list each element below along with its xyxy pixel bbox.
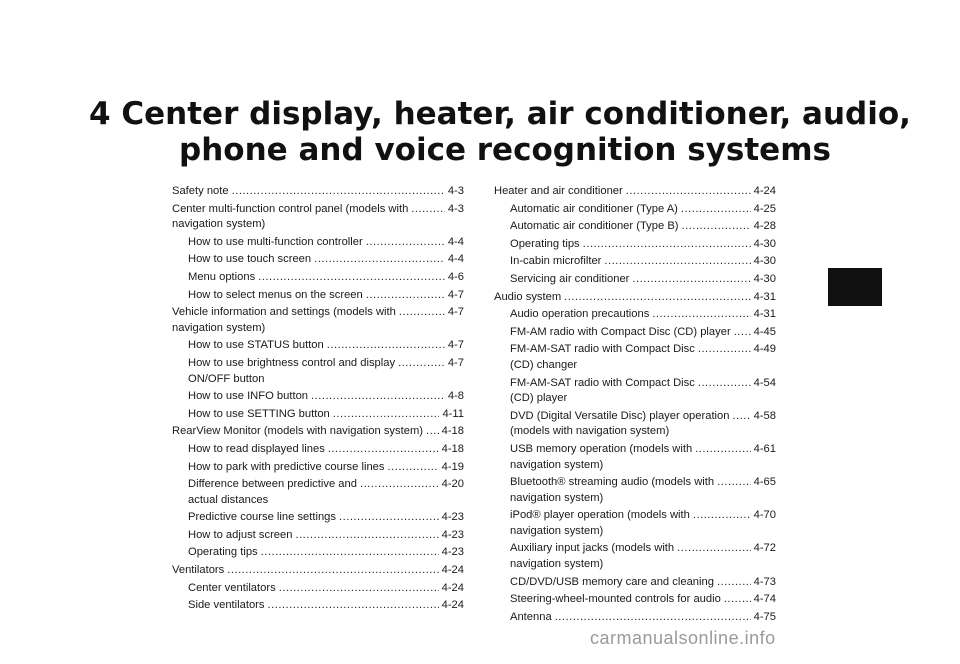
toc-left-column — [172, 184, 464, 616]
toc-entry-title: Antenna — [510, 610, 552, 623]
dot-leader — [232, 184, 445, 200]
toc-entry-title: FM-AM radio with Compact Disc (CD) player — [510, 325, 731, 338]
toc-entry-title: Center ventilators — [188, 581, 276, 594]
toc-entry-title: Ventilators — [172, 564, 225, 577]
toc-entry-page: 4-23 — [441, 511, 464, 524]
toc-entry-title: Operating tips — [188, 546, 258, 559]
toc-entry-page: 4-4 — [447, 235, 464, 248]
toc-entry-page: 4-75 — [753, 610, 776, 623]
toc-entry-title: Difference between predictive and actual distances — [188, 478, 357, 506]
dot-leader — [311, 389, 445, 405]
dot-leader — [717, 575, 751, 591]
toc-entry-page: 4-58 — [753, 409, 776, 422]
toc-entry[interactable] — [494, 475, 776, 506]
toc-entry-page: 4-11 — [442, 407, 464, 420]
toc-entry[interactable] — [494, 592, 776, 608]
toc-entry-title: USB memory operation (models with navigation system) — [510, 442, 693, 471]
toc-entry-page: 4-23 — [441, 528, 464, 541]
toc-entry-title: FM-AM-SAT radio with Compact Disc (CD) changer — [510, 343, 695, 371]
dot-leader — [333, 407, 440, 423]
toc-entry[interactable] — [494, 342, 776, 373]
dot-leader — [279, 581, 439, 597]
toc-entry-title: Audio system — [494, 290, 562, 303]
toc-entry-title: Vehicle information and settings (models with navigation system) — [172, 306, 396, 334]
toc-entry[interactable] — [172, 305, 464, 336]
toc-entry-page: 4-7 — [447, 288, 464, 301]
toc-entry-title: Safety note — [172, 185, 229, 197]
toc-entry[interactable] — [494, 202, 776, 218]
toc-entry-title: How to select menus on the screen — [188, 288, 363, 301]
toc-entry-page: 4-3 — [447, 202, 464, 215]
toc-entry-title: Side ventilators — [188, 599, 265, 612]
dot-leader — [295, 528, 438, 544]
toc-entry-title: CD/DVD/USB memory care and cleaning — [510, 575, 714, 588]
toc-entry[interactable] — [494, 237, 776, 253]
dot-leader — [698, 342, 751, 358]
toc-entry-title: RearView Monitor (models with navigation system) — [172, 425, 423, 438]
toc-entry-page: 4-4 — [447, 253, 464, 266]
toc-entry[interactable] — [494, 272, 776, 288]
toc-entry[interactable] — [172, 184, 464, 200]
toc-entry[interactable] — [494, 376, 776, 407]
toc-entry-page: 4-74 — [753, 593, 776, 606]
toc-entry-title: In-cabin microfilter — [510, 255, 602, 268]
toc-entry-page: 4-30 — [753, 255, 776, 268]
dot-leader — [682, 219, 751, 235]
toc-entry-page: 4-49 — [753, 343, 776, 356]
toc-entry-title: How to use multi-function controller — [188, 235, 363, 248]
toc-entry[interactable] — [494, 442, 776, 473]
toc-entry[interactable] — [172, 581, 464, 597]
toc-entry[interactable] — [172, 424, 464, 440]
toc-entry[interactable] — [172, 338, 464, 354]
toc-entry[interactable] — [172, 252, 464, 268]
toc-entry[interactable] — [172, 510, 464, 526]
toc-entry-title: FM-AM-SAT radio with Compact Disc (CD) player — [510, 376, 695, 405]
toc-entry-page: 4-24 — [753, 185, 776, 197]
toc-entry-title: Automatic air conditioner (Type A) — [510, 202, 678, 215]
toc-entry[interactable] — [494, 290, 776, 306]
toc-entry-page: 4-19 — [441, 460, 464, 473]
toc-entry-title: How to use SETTING button — [188, 407, 330, 420]
toc-entry-title: Predictive course line settings — [188, 511, 336, 524]
toc-entry-page: 4-20 — [441, 478, 464, 491]
dot-leader — [717, 475, 750, 491]
toc-entry[interactable] — [172, 460, 464, 476]
toc-entry[interactable] — [494, 610, 776, 626]
toc-entry-page: 4-7 — [447, 306, 464, 319]
toc-entry-title: How to read displayed lines — [188, 442, 325, 455]
dot-leader — [564, 290, 750, 306]
toc-entry[interactable] — [494, 325, 776, 341]
dot-leader — [388, 460, 439, 476]
toc-entry-page: 4-70 — [753, 509, 776, 522]
toc-entry-page: 4-18 — [441, 425, 464, 438]
dot-leader — [314, 252, 445, 268]
site-watermark: carmanualsonline.info — [590, 628, 776, 648]
toc-entry-page: 4-8 — [447, 390, 464, 403]
toc-entry-page: 4-45 — [753, 325, 776, 338]
toc-entry-title: Operating tips — [510, 237, 580, 250]
toc-entry-title: Center multi-function control panel (models with navigation system) — [172, 202, 409, 231]
toc-entry-page: 4-24 — [441, 564, 464, 577]
dot-leader — [411, 202, 445, 218]
toc-entry[interactable] — [172, 598, 464, 614]
toc-entry-title: Heater and air conditioner — [494, 185, 623, 197]
toc-entry[interactable] — [172, 202, 464, 233]
dot-leader — [366, 235, 445, 251]
toc-entry-page: 4-24 — [441, 581, 464, 594]
toc-entry-page: 4-31 — [753, 308, 776, 321]
dot-leader — [327, 338, 445, 354]
toc-entry[interactable] — [172, 442, 464, 458]
toc-entry-title: How to use STATUS button — [188, 339, 324, 352]
toc-entry[interactable] — [172, 545, 464, 561]
toc-entry-title: How to park with predictive course lines — [188, 460, 385, 473]
toc-entry-title: Servicing air conditioner — [510, 272, 630, 285]
toc-entry[interactable] — [172, 477, 464, 508]
dot-leader — [724, 592, 751, 608]
toc-entry-page: 4-73 — [753, 575, 776, 588]
toc-entry-page: 4-23 — [441, 546, 464, 559]
toc-entry-title: Menu options — [188, 270, 256, 283]
toc-entry-page: 4-30 — [753, 272, 776, 285]
chapter-title-line-2: phone and voice recognition systems — [179, 132, 831, 168]
toc-entry-title: How to use INFO button — [188, 390, 309, 403]
toc-entry-page: 4-18 — [441, 442, 464, 455]
toc-entry-page: 4-7 — [447, 339, 464, 352]
toc-entry-page: 4-54 — [753, 376, 776, 389]
toc-entry-page: 4-65 — [753, 476, 776, 489]
dot-leader — [677, 541, 750, 557]
toc-entry-page: 4-31 — [753, 290, 776, 303]
dot-leader — [555, 610, 751, 626]
toc-entry[interactable] — [172, 288, 464, 304]
dot-leader — [652, 307, 750, 323]
toc-entry-title: DVD (Digital Versatile Disc) player operation (models with navigation system) — [510, 409, 730, 438]
toc-entry[interactable] — [494, 184, 776, 200]
toc-entry[interactable] — [172, 563, 464, 579]
toc-entry[interactable] — [172, 528, 464, 544]
dot-leader — [583, 237, 751, 253]
toc-entry[interactable] — [172, 389, 464, 405]
dot-leader — [339, 510, 439, 526]
toc-entry-title: How to use brightness control and display ON/OFF button — [188, 356, 396, 385]
toc-entry[interactable] — [494, 307, 776, 323]
dot-leader — [398, 356, 445, 372]
toc-entry[interactable] — [494, 254, 776, 270]
toc-entry[interactable] — [494, 219, 776, 235]
toc-entry[interactable] — [494, 575, 776, 591]
toc-entry-page: 4-72 — [753, 542, 776, 555]
dot-leader — [693, 508, 751, 524]
toc-entry-title: iPod® player operation (models with navigation system) — [510, 509, 690, 537]
dot-leader — [632, 272, 750, 288]
toc-entry[interactable] — [172, 356, 464, 387]
toc-entry-page: 4-61 — [753, 442, 776, 455]
toc-entry[interactable] — [494, 541, 776, 572]
dot-leader — [732, 409, 750, 425]
toc-entry-page: 4-6 — [447, 270, 464, 283]
toc-entry-title: Steering-wheel-mounted controls for audio — [510, 593, 721, 606]
toc-entry-page: 4-28 — [753, 220, 776, 233]
toc-entry-page: 4-30 — [753, 237, 776, 250]
dot-leader — [734, 325, 751, 341]
toc-entry[interactable] — [172, 407, 464, 423]
toc-entry[interactable] — [494, 409, 776, 440]
toc-entry[interactable] — [494, 508, 776, 539]
dot-leader — [681, 202, 751, 218]
dot-leader — [360, 477, 439, 493]
dot-leader — [695, 442, 750, 458]
dot-leader — [261, 545, 439, 561]
chapter-tab-marker — [828, 268, 882, 306]
dot-leader — [227, 563, 438, 579]
toc-entry-title: Auxiliary input jacks (models with navigation system) — [510, 542, 675, 571]
dot-leader — [366, 288, 445, 304]
dot-leader — [426, 424, 439, 440]
dot-leader — [626, 184, 751, 200]
dot-leader — [604, 254, 750, 270]
toc-entry-page: 4-3 — [447, 185, 464, 197]
toc-entry[interactable] — [172, 270, 464, 286]
chapter-title-line-1: 4 Center display, heater, air conditioner, audio, — [89, 96, 911, 132]
toc-entry-page: 4-24 — [441, 599, 464, 612]
toc-entry-title: Audio operation precautions — [510, 308, 650, 321]
dot-leader — [328, 442, 439, 458]
dot-leader — [258, 270, 445, 286]
dot-leader — [399, 305, 445, 321]
toc-entry-page: 4-25 — [753, 202, 776, 215]
toc-entry-title: Automatic air conditioner (Type B) — [510, 220, 679, 233]
toc-entry-title: How to use touch screen — [188, 253, 312, 266]
toc-entry-page: 4-7 — [447, 356, 464, 369]
toc-entry[interactable] — [172, 235, 464, 251]
toc-entry-title: How to adjust screen — [188, 528, 293, 541]
toc-right-column — [494, 184, 776, 627]
toc-entry-title: Bluetooth® streaming audio (models with navigation system) — [510, 476, 715, 504]
dot-leader — [698, 376, 751, 392]
chapter-title — [0, 96, 960, 168]
dot-leader — [268, 598, 439, 614]
